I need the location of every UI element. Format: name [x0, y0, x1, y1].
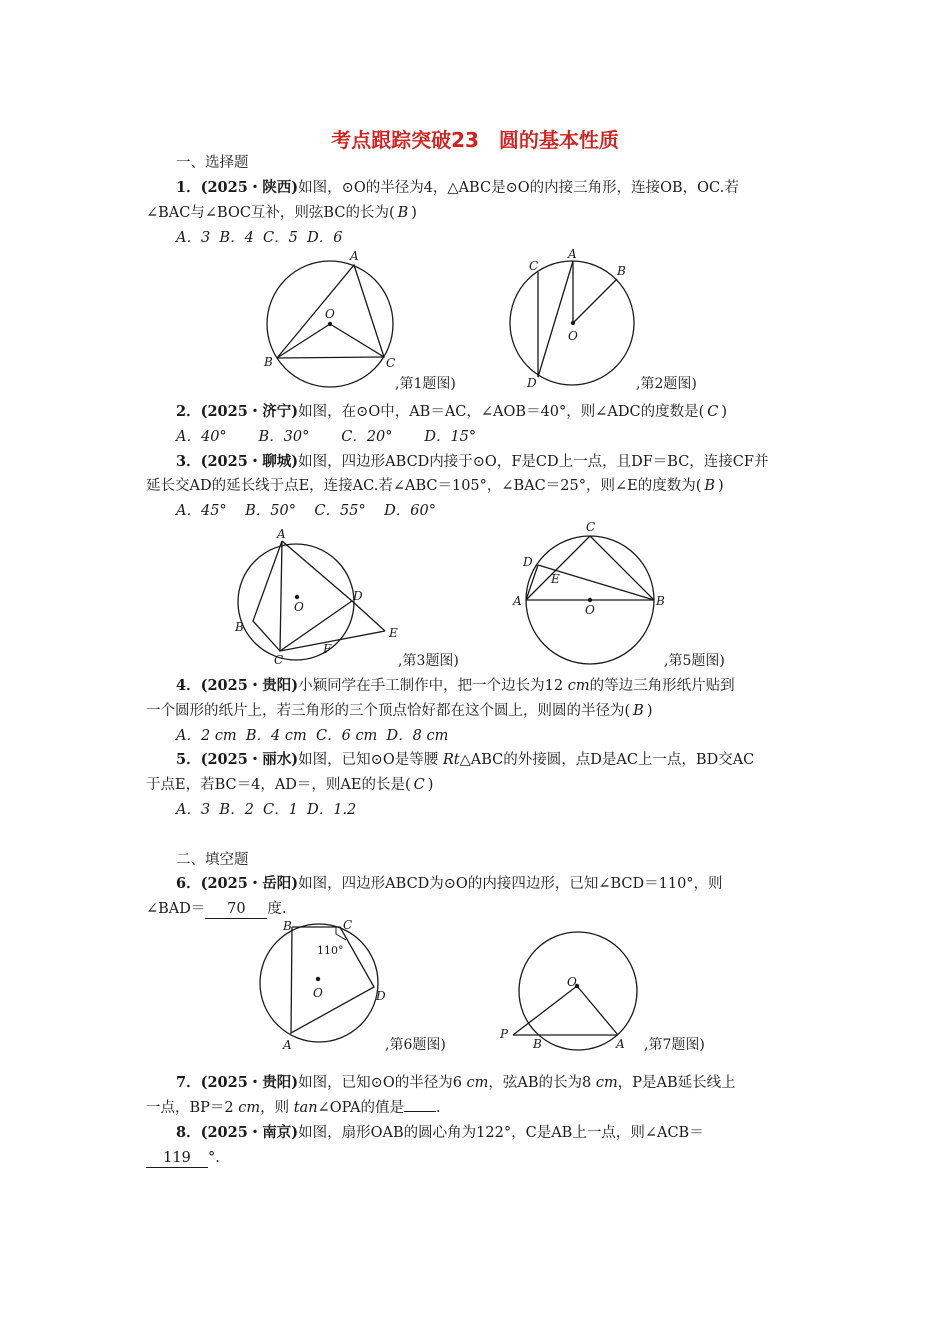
q7-text-2a: 一点，BP＝2	[146, 1100, 234, 1116]
q8-answer: 119	[146, 1149, 208, 1168]
fig5-caption: ,第5题图)	[664, 653, 725, 669]
fig3-label-c: C	[274, 653, 284, 667]
fig5-label-a: A	[513, 594, 522, 608]
section-heading-fill: 二、填空题	[176, 852, 249, 868]
q4-option-d: D．8	[386, 728, 422, 744]
q1-close: )	[411, 205, 417, 221]
q5-source: (2025・丽水)	[200, 751, 299, 768]
q4-unit-a: cm	[214, 728, 237, 744]
fig6-label-d: D	[376, 989, 386, 1003]
q5-text-1b: △ABC的外接圆，点D是AC上一点，BD交AC	[459, 752, 755, 768]
q3-answer: B	[704, 478, 716, 494]
figure-2	[505, 246, 645, 395]
q6-number: 6．	[176, 875, 201, 892]
q5-answer: C	[413, 777, 425, 793]
fig6-circle	[260, 924, 378, 1042]
fig1-label-a: A	[350, 249, 359, 263]
q6-source: (2025・岳阳)	[200, 875, 299, 892]
q4-unit: cm	[567, 678, 590, 694]
q5-option-d: D．1.2	[307, 802, 357, 818]
fig7-label-b: B	[533, 1037, 542, 1051]
q1-source: (2025・陕西)	[200, 179, 299, 196]
q5-text-1a: 如图，已知⊙O是等腰	[298, 752, 439, 768]
fig2-label-a: A	[568, 247, 577, 261]
fig6-label-c: C	[343, 918, 353, 932]
q6-answer: 70	[205, 900, 267, 919]
q5-options	[176, 801, 356, 819]
fig5-label-d: D	[523, 555, 533, 569]
fig6-label-o: O	[313, 986, 323, 1000]
q2-option-c: C．20°	[341, 429, 393, 445]
fig3-label-f: F	[323, 642, 332, 656]
q3-option-a: A．45°	[176, 503, 227, 519]
question-4-line-1	[176, 677, 735, 695]
question-3-line-1	[176, 453, 768, 471]
q5-option-a: A．3	[176, 802, 211, 818]
q5-option-c: C．1	[263, 802, 298, 818]
q3-source: (2025・聊城)	[200, 453, 299, 470]
question-8-line-2	[146, 1149, 220, 1168]
q6-text-2a: ∠BAD＝	[146, 901, 206, 917]
fig1-label-o: O	[325, 307, 335, 321]
fig6-caption: ,第6题图)	[385, 1037, 446, 1053]
q4-answer: B	[633, 703, 644, 719]
q4-source: (2025・贵阳)	[200, 677, 299, 694]
question-5-line-1	[176, 751, 754, 769]
q4-text-1b: 的等边三角形纸片贴到	[589, 678, 735, 694]
q2-number: 2．	[176, 403, 201, 420]
fig3-label-b: B	[235, 620, 244, 634]
q3-text-2: 延长交AD的延长线于点E，连接AC.若∠ABC＝105°，∠BAC＝25°，则∠E的度数为(	[146, 478, 702, 494]
q7-text-1a: 如图，已知⊙O的半径为6	[298, 1075, 462, 1091]
q7-answer-blank	[404, 1111, 436, 1112]
fig5-label-e: E	[551, 572, 560, 586]
q7-text-2b: ，则	[260, 1100, 290, 1116]
q7-unit-3: cm	[238, 1100, 261, 1116]
question-5-line-2	[146, 776, 433, 794]
q4-unit-c: cm	[355, 728, 378, 744]
fig3-label-o: O	[294, 600, 304, 614]
q7-number: 7．	[176, 1074, 201, 1091]
fig6-label-a: A	[283, 1038, 292, 1052]
fig1-label-c: C	[386, 356, 396, 370]
q8-text-1: 如图，扇形OAB的圆心角为122°，C是AB上一点，则∠ACB＝	[298, 1125, 704, 1141]
q8-text-2b: °.	[208, 1150, 220, 1166]
question-7-line-2	[146, 1099, 441, 1117]
q2-close: )	[721, 404, 728, 420]
q7-tan: tan	[293, 1100, 318, 1116]
q7-source: (2025・贵阳)	[200, 1074, 299, 1091]
q5-text-2: 于点E，若BC＝4，AD＝，则AE的长是(	[146, 777, 411, 793]
section-heading-choice: 一、选择题	[176, 155, 249, 171]
q1-text-1: 如图，⊙O的半径为4，△ABC是⊙O的内接三角形，连接OB，OC.若	[298, 180, 739, 196]
fig7-label-p: P	[500, 1027, 509, 1041]
fig2-label-o: O	[568, 329, 578, 343]
fig3-label-a: A	[277, 527, 286, 541]
q7-unit-2: cm	[595, 1075, 618, 1091]
q4-number: 4．	[176, 677, 201, 694]
q1-text-2: ∠BAC与∠BOC互补，则弦BC的长为(	[146, 205, 395, 221]
q2-option-d: D．15°	[424, 429, 477, 445]
fig5-label-c: C	[586, 520, 596, 534]
fig3-label-d: D	[353, 589, 363, 603]
q4-text-2: 一个圆形的纸片上，若三角形的三个顶点恰好都在这个圆上，则圆的半径为(	[146, 703, 631, 719]
fig1-label-b: B	[264, 355, 273, 369]
q2-text-1: 如图，在⊙O中，AB＝AC，∠AOB＝40°，则∠ADC的度数是(	[298, 404, 705, 420]
q4-text-1a: 小颖同学在手工制作中，把一个边长为12	[298, 678, 564, 694]
q7-text-1b: ，弦AB的长为8	[488, 1075, 592, 1091]
question-1-line-2	[146, 204, 417, 222]
question-6-line-1	[176, 875, 723, 893]
q4-unit-d: cm	[426, 728, 449, 744]
q7-text-1c: ，P是AB延长线上	[617, 1075, 736, 1091]
fig3-label-e: E	[389, 626, 398, 640]
q2-option-a: A．40°	[176, 429, 227, 445]
q3-option-d: D．60°	[384, 503, 436, 519]
fig2-label-b: B	[617, 264, 626, 278]
fig2-label-d: D	[527, 376, 537, 390]
q3-option-c: C．55°	[314, 503, 366, 519]
fig1-caption: ,第1题图)	[395, 376, 456, 392]
q3-close: )	[718, 478, 724, 494]
q1-option-a: A．3	[176, 230, 211, 246]
question-1-line-1	[176, 179, 739, 197]
fig1-center-dot	[328, 322, 332, 326]
question-4-line-2	[146, 702, 652, 720]
q1-option-b: B．4	[219, 230, 254, 246]
q1-answer: B	[397, 205, 409, 221]
q2-source: (2025・济宁)	[200, 403, 299, 420]
q4-option-c: C．6	[316, 728, 351, 744]
q4-option-b: B．4	[245, 728, 281, 744]
question-8-line-1	[176, 1124, 704, 1142]
q8-source: (2025・南京)	[200, 1124, 299, 1141]
fig2-caption: ,第2题图)	[636, 376, 697, 392]
q5-close: )	[427, 777, 434, 793]
q7-text-2c: ∠OPA的值是	[317, 1100, 404, 1116]
q5-option-b: B．2	[219, 802, 254, 818]
page-title: 考点跟踪突破23 圆的基本性质	[331, 128, 619, 152]
fig1-radii	[277, 324, 384, 358]
figure-7	[495, 926, 655, 1060]
fig7-label-o: O	[567, 975, 577, 989]
figure-5	[510, 519, 685, 668]
q7-text-2d: .	[435, 1100, 441, 1116]
figure-3	[230, 527, 410, 671]
q5-rt: Rt	[442, 752, 460, 768]
q1-option-c: C．5	[263, 230, 298, 246]
fig7-caption: ,第7题图)	[644, 1037, 705, 1053]
q4-close: )	[646, 703, 653, 719]
figure-1	[255, 248, 405, 397]
fig6-label-b: B	[283, 919, 292, 933]
q3-number: 3．	[176, 453, 201, 470]
q2-option-b: B．30°	[258, 429, 310, 445]
q2-answer: C	[707, 404, 719, 420]
q5-number: 5．	[176, 751, 201, 768]
q3-text-1: 如图，四边形ABCD内接于⊙O，F是CD上一点，且DF＝BC，连接CF并	[298, 454, 769, 470]
fig3-quad	[253, 541, 352, 651]
q1-option-d: D．6	[307, 230, 343, 246]
q3-option-b: B．50°	[245, 503, 296, 519]
q4-option-a: A．2	[176, 728, 211, 744]
q4-options	[176, 727, 448, 745]
q4-unit-b: cm	[284, 728, 307, 744]
q6-text-2b: 度.	[267, 901, 287, 917]
question-7-line-1	[176, 1074, 736, 1092]
question-3-line-2	[146, 477, 724, 495]
fig3-caption: ,第3题图)	[398, 653, 459, 669]
fig2-label-c: C	[529, 259, 539, 273]
fig5-label-b: B	[656, 594, 665, 608]
q1-options	[176, 229, 342, 247]
q7-unit-1: cm	[466, 1075, 489, 1091]
fig5-label-o: O	[585, 603, 595, 617]
q2-options	[176, 428, 476, 446]
fig7-circle	[519, 932, 637, 1050]
q8-number: 8．	[176, 1124, 201, 1141]
fig6-angle-label: 110°	[317, 944, 344, 957]
question-2-line-1	[176, 403, 727, 421]
fig7-label-a: A	[616, 1037, 625, 1051]
q1-number: 1．	[176, 179, 201, 196]
q6-text-1: 如图，四边形ABCD为⊙O的内接四边形，已知∠BCD＝110°，则	[298, 876, 723, 892]
q3-options	[176, 502, 436, 520]
